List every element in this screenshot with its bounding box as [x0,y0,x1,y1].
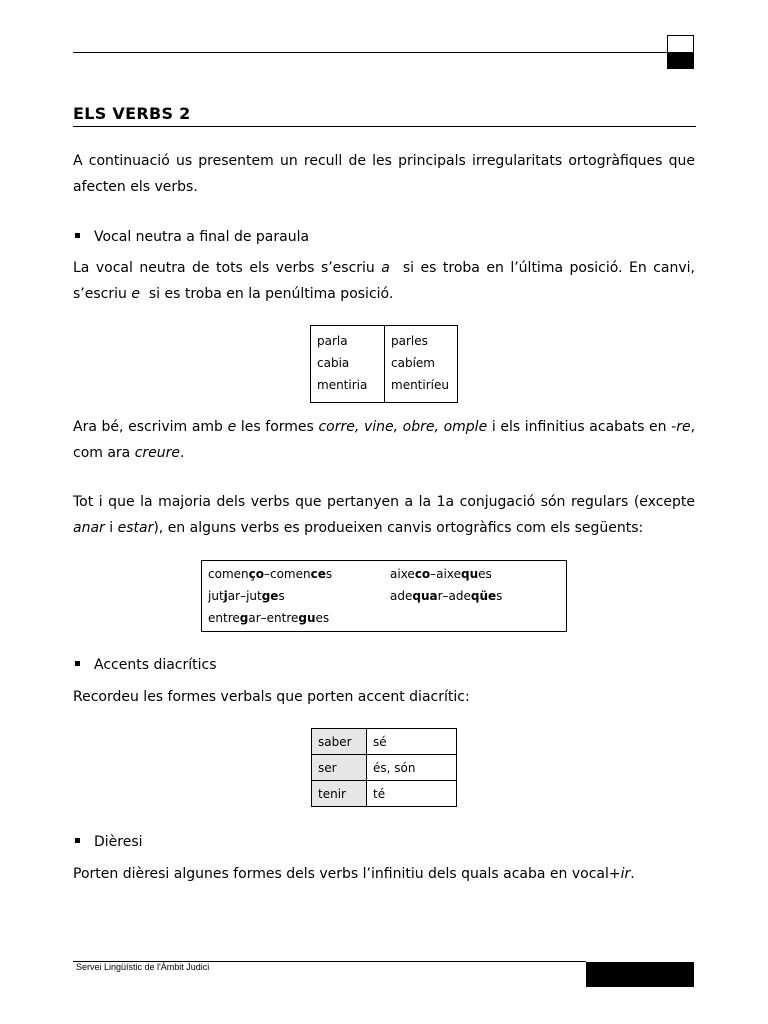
italic-span: e [227,419,237,435]
text-span: les formes [240,419,314,435]
table-cell: saber [312,729,367,755]
table-cell: tenir [312,781,367,807]
text-span: –comen [263,567,311,581]
table-cell: parla [311,326,385,353]
italic-span: corre, vine, obre, omple [318,419,488,435]
text-span: s’escriu [73,286,127,302]
text-span: r–ade [437,589,471,603]
text-span: aixe [390,567,415,581]
text-span: ar–jut [227,589,262,603]
bold-span: co [414,567,431,581]
bullet-square-icon [75,661,80,666]
bullet-square-icon [75,233,80,238]
bullet-label: Dièresi [94,834,143,850]
intro-paragraph [73,148,695,200]
table-cell [384,561,567,586]
table-row [202,585,567,607]
text-span: ar–entre [248,611,299,625]
text-span: , [690,419,696,435]
italic-span: anar [73,520,105,536]
bold-span: qu [460,567,479,581]
italic-span: e [131,286,140,302]
vocal-neutra-table [310,325,458,403]
italic-span: a [381,260,390,276]
title-underline [73,126,696,127]
text-span: com ara [73,445,131,461]
table-cell: ser [312,755,367,781]
text-span: La vocal neutra de tots els verbs s’escriu [73,260,375,276]
text-span: Ara bé, escrivim amb [73,419,223,435]
header-rule [73,52,668,53]
table-row [202,561,567,586]
italic-span: estar [117,520,154,536]
intro-line-1: A continuació us presentem un recull de les principals irregularitats ortogràfiques que [73,153,695,169]
text-span: s [496,589,503,603]
intro-line-2: afecten els verbs. [73,179,198,195]
conjugacio-paragraph [73,489,695,541]
text-span: comen [208,567,249,581]
bullet-square-icon [75,838,80,843]
text-span: s [278,589,285,603]
table-row [311,326,458,353]
italic-span: -re [671,419,691,435]
table-cell: cabia [311,352,385,374]
text-span: . [630,866,635,882]
text-span: Porten dièresi algunes formes dels verbs l’infinitiu dels quals acaba en vocal+ [73,866,621,882]
bullet-vocal-neutra [73,229,309,245]
table-row [311,374,458,403]
table-row [202,607,567,632]
table-cell: és, són [367,755,457,781]
bullet-label: Vocal neutra a final de paraula [94,229,310,245]
table-cell [202,561,385,586]
table-cell: parles [385,326,458,353]
text-span: si es troba en l’última posició. En canvi, [402,260,695,276]
page-title: ELS VERBS 2 [73,104,191,123]
italic-span: ir [620,866,631,882]
dieresi-paragraph [73,861,695,887]
bold-span: j [223,589,228,603]
bold-span: ço [248,567,264,581]
table-cell [384,585,567,607]
accents-paragraph [73,684,695,710]
text-span: –aixe [430,567,461,581]
table-row [312,729,457,755]
text-span: si es troba en la penúltima posició. [148,286,394,302]
text-span: s [325,567,333,581]
table-cell [384,607,567,632]
text-span: entre [208,611,240,625]
bold-span: qua [412,589,438,603]
table-cell: cabíem [385,352,458,374]
vocal-neutra-paragraph [73,255,695,307]
accents-table [311,728,457,807]
bullet-dieresi [73,834,143,850]
footer-page-box [586,962,694,987]
text-line: Recordeu les formes verbals que porten accent diacrític: [73,689,470,705]
table-cell: mentiríeu [385,374,458,403]
italic-span: creure [134,445,181,461]
table-row [312,755,457,781]
text-span: ), en alguns verbs es produeixen canvis ortogràfics com els següents: [153,520,644,536]
text-span: i [109,520,114,536]
header-corner-mark [667,35,694,69]
text-span: ade [390,589,413,603]
text-span: es [478,567,492,581]
table-cell: mentiria [311,374,385,403]
bold-span: ge [261,589,279,603]
table-cell [202,607,385,632]
text-line: Tot i que la majoria dels verbs que pertanyen a la 1a conjugació són regulars (excepte [73,494,695,510]
ara-be-paragraph [73,414,695,466]
bullet-label: Accents diacrítics [94,657,217,673]
bold-span: g [239,611,249,625]
table-cell: té [367,781,457,807]
table-cell: sé [367,729,457,755]
text-span: i els infinitius acabats en [491,419,667,435]
bold-span: ce [310,567,326,581]
table-row [311,352,458,374]
text-span: jut [208,589,224,603]
text-span: . [180,445,185,461]
table-row [312,781,457,807]
bold-span: qüe [470,589,497,603]
bold-span: gu [298,611,316,625]
bullet-accents [73,657,217,673]
canvis-ortografics-table [201,560,567,632]
footer-text: Servei Lingüístic de l'Àmbit Judici [76,962,210,972]
text-span: es [315,611,330,625]
table-cell [202,585,385,607]
